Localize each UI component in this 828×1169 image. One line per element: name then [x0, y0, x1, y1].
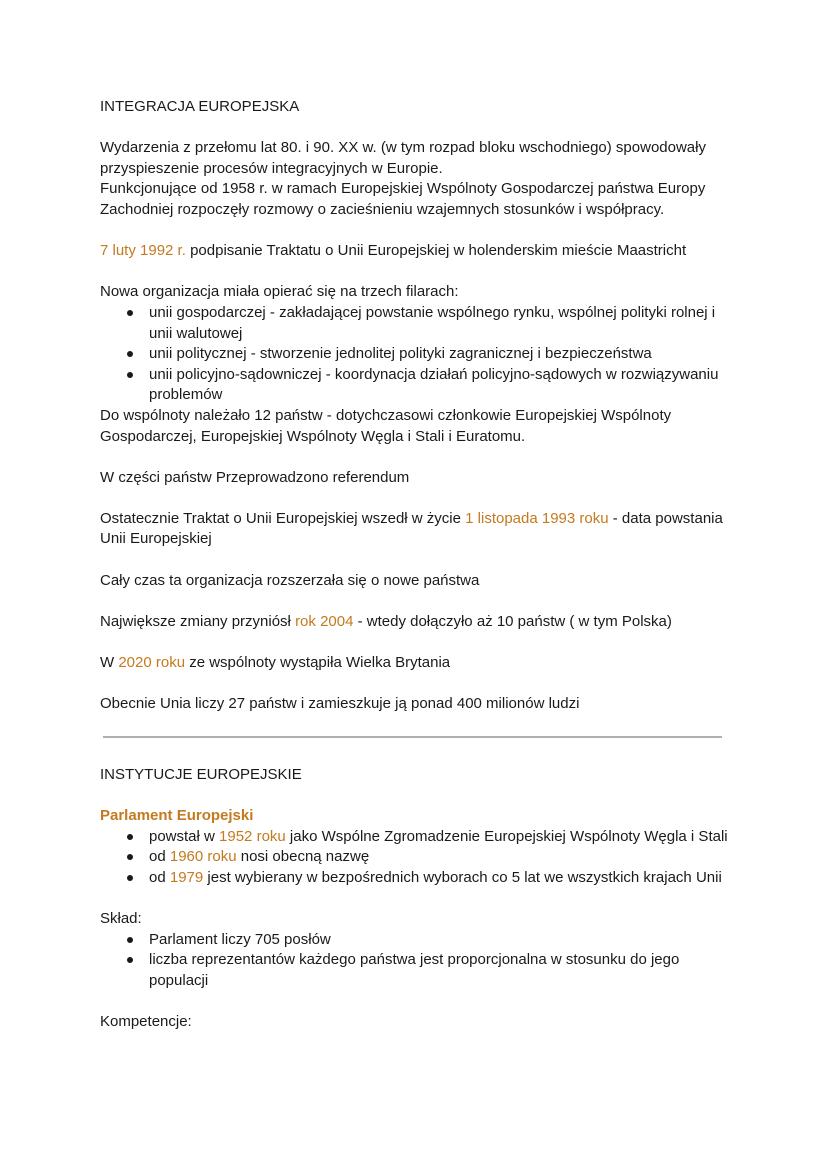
highlighted-date: 1 listopada 1993 roku — [465, 509, 609, 527]
referendum-paragraph: W części państw Przeprowadzono referendum — [100, 468, 410, 486]
paragraph-text: ze wspólnoty wystąpiła Wielka Brytania — [185, 654, 451, 672]
paragraph-text: jest wybierany w bezpośrednich wyborach co 5 lat we wszystkich krajach Unii — [203, 868, 722, 886]
list-item — [100, 827, 740, 848]
parliament-history-list — [100, 827, 740, 889]
intro-paragraph-2: Funkcjonujące od 1958 r. w ramach Europejskiej Wspólnoty Gospodarczej państwa Europy Zachodniej rozpoczęły rozmowy o zacieśnieniu wzajemnych stosunków i współpracy. — [100, 180, 706, 218]
composition-list — [100, 930, 740, 992]
paragraph-text: od — [149, 868, 170, 886]
paragraph-text: - data powstania Unii Europejskiej — [100, 509, 723, 548]
expanding-paragraph: Cały czas ta organizacja rozszerzała się o nowe państwa — [100, 571, 480, 589]
enlargement-paragraph — [100, 612, 740, 633]
paragraph-text: Ostatecznie Traktat o Unii Europejskiej wszedł w życie — [100, 509, 466, 527]
paragraph-text: Największe zmiany przyniósł — [100, 612, 296, 630]
highlighted-date: rok 2004 — [295, 612, 354, 630]
current-paragraph: Obecnie Unia liczy 27 państw i zamieszkuje ją ponad 400 milionów ludzi — [100, 695, 580, 713]
in-force-paragraph — [100, 509, 740, 550]
list-item: unii politycznej - stworzenie jednolitej polityki zagranicznej i bezpieczeństwa — [100, 344, 740, 365]
members-paragraph: Do wspólnoty należało 12 państw - dotychczasowi członkowie Europejskiej Wspólnoty Gospodarczej, Europejskiej Wspólnoty Węgla i Stali i Euratomu. — [100, 406, 672, 445]
list-item: Parlament liczy 705 posłów — [100, 930, 740, 951]
section-title: INSTYTUCJE EUROPEJSKIE — [100, 766, 302, 783]
pillars-list — [100, 303, 740, 406]
highlighted-date: 1952 roku — [219, 827, 286, 845]
highlighted-date: 7 luty 1992 r. — [100, 242, 186, 260]
list-item: unii gospodarczej - zakładającej powstanie wspólnego rynku, wspólnej polityki rolnej i unii walutowej — [100, 303, 740, 344]
highlighted-date: 1960 roku — [169, 848, 237, 866]
paragraph-text: - wtedy dołączyło aż 10 państw ( w tym Polska) — [353, 612, 672, 630]
list-item — [100, 868, 740, 889]
list-item: liczba reprezentantów każdego państwa jest proporcjonalna w stosunku do jego populacji — [100, 950, 740, 991]
composition-label: Skład: — [100, 910, 142, 928]
highlighted-date: 2020 roku — [118, 654, 186, 672]
intro-paragraph-1: Wydarzenia z przełomu lat 80. i 90. XX w. (w tym rozpad bloku wschodniego) spowodowały przyspieszenie procesów integracyjnych w Europie. — [100, 139, 706, 177]
section-integration — [100, 97, 740, 715]
paragraph-text: W — [100, 654, 119, 672]
list-item: unii policyjno-sądowniczej - koordynacja działań policyjno-sądowych w rozwiązywaniu problemów — [100, 365, 740, 406]
parliament-heading: Parlament Europejski — [100, 807, 254, 825]
highlighted-date: 1979 — [169, 868, 204, 886]
paragraph-text: powstał w — [149, 827, 220, 845]
paragraph-text: od — [149, 848, 170, 866]
maastricht-paragraph — [100, 241, 740, 262]
section-title: INTEGRACJA EUROPEJSKA — [100, 98, 300, 115]
competences-label: Kompetencje: — [100, 1013, 192, 1031]
paragraph-text: nosi obecną nazwę — [236, 848, 370, 866]
paragraph-text: jako Wspólne Zgromadzenie Europejskiej Wspólnoty Węgla i Stali — [285, 827, 728, 845]
list-item — [100, 847, 740, 868]
section-institutions — [100, 765, 740, 1033]
pillars-intro: Nowa organizacja miała opierać się na trzech filarach: — [100, 283, 459, 301]
horizontal-divider — [103, 736, 722, 738]
paragraph-text: podpisanie Traktatu o Unii Europejskiej w holenderskim mieście Maastricht — [185, 242, 687, 260]
brexit-paragraph — [100, 653, 740, 674]
